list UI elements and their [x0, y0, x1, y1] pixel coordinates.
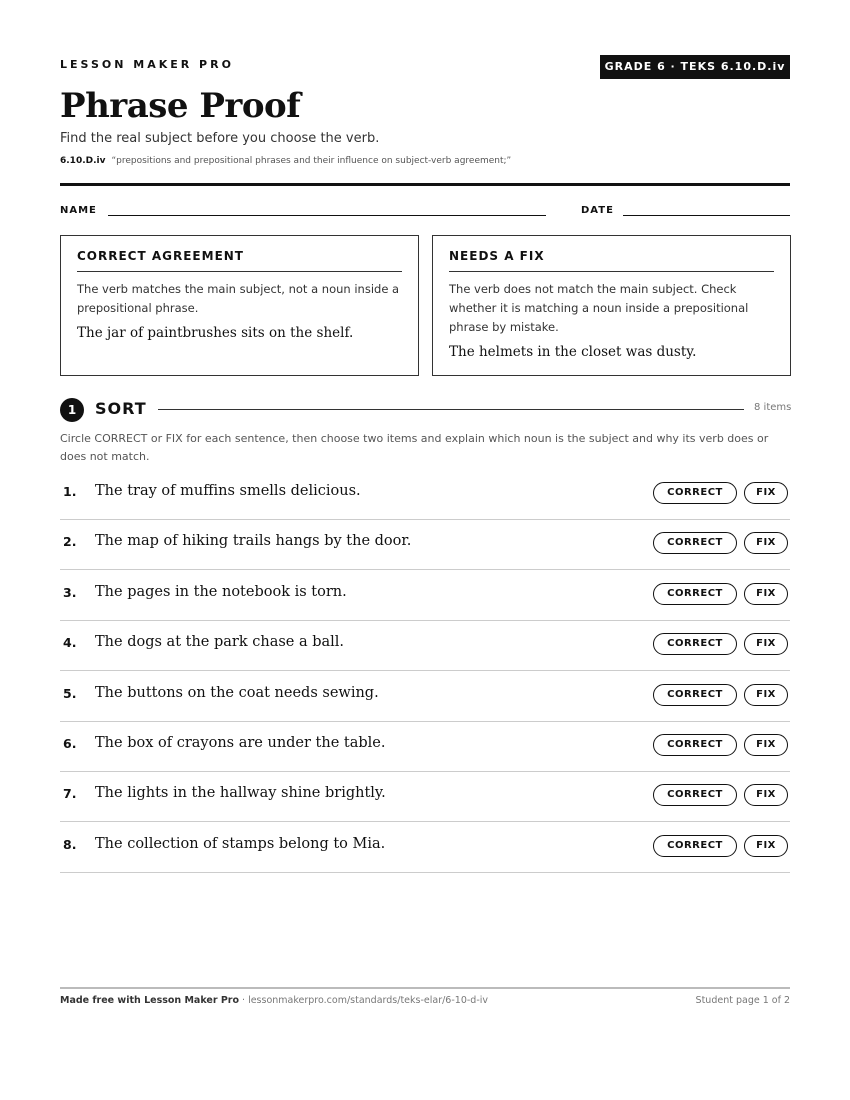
item-number: 2. [63, 534, 77, 550]
grade-badge: GRADE 6 · TEKS 6.10.D.iv [600, 55, 790, 79]
correct-option[interactable]: CORRECT [653, 583, 737, 605]
standard-text: “prepositions and prepositional phrases and their influence on subject-verb agreement;” [111, 156, 512, 166]
item-number: 8. [63, 836, 77, 852]
date-label: DATE [581, 205, 614, 216]
standard-line [60, 156, 511, 166]
list-item [60, 571, 790, 621]
needs-fix-box [432, 235, 791, 376]
correct-option[interactable]: CORRECT [653, 482, 737, 504]
item-count: 8 items [754, 402, 792, 413]
list-item [60, 823, 790, 873]
fix-option[interactable]: FIX [744, 684, 788, 706]
section-rule [158, 409, 744, 410]
item-sentence: The dogs at the park chase a ball. [95, 634, 345, 651]
list-item [60, 621, 790, 671]
header-divider [60, 183, 790, 186]
correct-option[interactable]: CORRECT [653, 684, 737, 706]
fix-option[interactable]: FIX [744, 734, 788, 756]
item-sentence: The box of crayons are under the table. [95, 735, 386, 751]
name-label: NAME [60, 205, 97, 216]
fix-option[interactable]: FIX [744, 835, 788, 857]
fix-option[interactable]: FIX [744, 784, 788, 806]
correct-box-example: The jar of paintbrushes sits on the shelf. [77, 325, 354, 341]
correct-option[interactable]: CORRECT [653, 633, 737, 655]
item-sentence: The tray of muffins smells delicious. [95, 483, 361, 499]
item-number: 3. [63, 584, 77, 600]
correct-option[interactable]: CORRECT [653, 532, 737, 554]
section-title: SORT [95, 399, 147, 418]
correct-box-description: The verb matches the main subject, not a noun inside a prepositional phrase. [77, 282, 400, 315]
name-field[interactable] [108, 215, 546, 216]
fix-box-description: The verb does not match the main subject. Check whether it is matching a noun inside a prepositional phrase by mistake. [449, 282, 749, 334]
item-sentence: The pages in the notebook is torn. [95, 583, 347, 600]
fix-box-example: The helmets in the closet was dusty. [449, 344, 697, 360]
footer-made-with: Made free with Lesson Maker Pro [60, 995, 240, 1006]
list-item [60, 470, 790, 520]
footer-url[interactable]: · lessonmakerpro.com/standards/teks-elar/6-10-d-iv [239, 995, 489, 1006]
list-item [60, 722, 790, 772]
item-number: 1. [63, 484, 77, 499]
list-item [60, 672, 790, 722]
fix-box-heading: NEEDS A FIX [449, 249, 774, 272]
page-number: Student page 1 of 2 [695, 995, 790, 1006]
correct-agreement-box [60, 235, 419, 376]
item-sentence: The map of hiking trails hangs by the door. [95, 533, 412, 550]
item-number: 6. [63, 736, 77, 751]
fix-option[interactable]: FIX [744, 583, 788, 605]
date-field[interactable] [623, 215, 790, 216]
fix-option[interactable]: FIX [744, 633, 788, 655]
section-number: 1 [60, 398, 84, 422]
item-number: 4. [63, 635, 77, 651]
item-number: 7. [63, 786, 77, 802]
fix-option[interactable]: FIX [744, 482, 788, 504]
list-item [60, 772, 790, 822]
list-item [60, 520, 790, 570]
fix-option[interactable]: FIX [744, 532, 788, 554]
item-number: 5. [63, 685, 77, 701]
footer-divider [60, 987, 790, 989]
page-title: Phrase Proof [60, 86, 301, 126]
footer-credit [60, 995, 488, 1006]
standard-code: 6.10.D.iv [60, 156, 106, 166]
item-sentence: The lights in the hallway shine brightly. [95, 785, 386, 802]
correct-option[interactable]: CORRECT [653, 835, 737, 857]
correct-box-heading: CORRECT AGREEMENT [77, 249, 402, 272]
section-instructions: Circle CORRECT or FIX for each sentence, then choose two items and explain which noun is the subject and why its verb does or does not match. [60, 432, 769, 463]
brand-name: LESSON MAKER PRO [60, 58, 234, 71]
correct-option[interactable]: CORRECT [653, 734, 737, 756]
correct-option[interactable]: CORRECT [653, 784, 737, 806]
page-subtitle: Find the real subject before you choose the verb. [60, 131, 380, 146]
item-sentence: The buttons on the coat needs sewing. [95, 684, 379, 701]
item-sentence: The collection of stamps belong to Mia. [95, 835, 386, 852]
